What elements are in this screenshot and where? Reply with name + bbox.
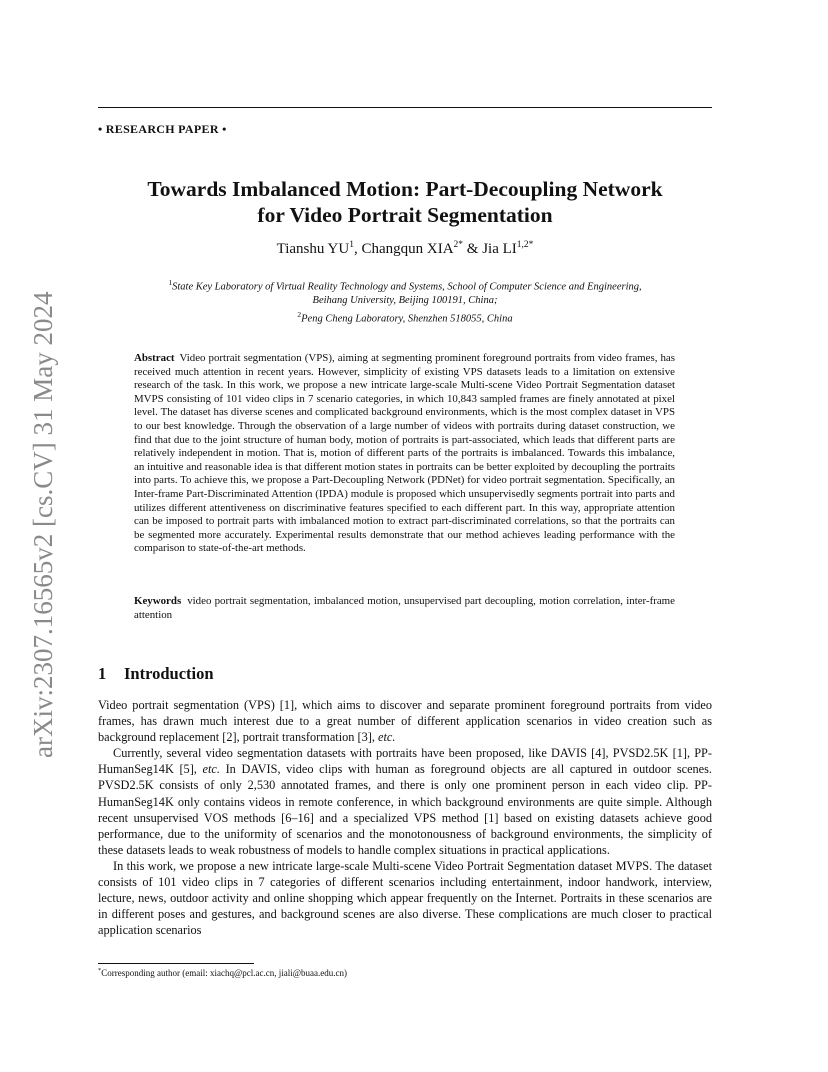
title-line-2: for Video Portrait Segmentation [257, 203, 553, 227]
affiliation-mark: 2 [297, 309, 302, 319]
author-list [98, 240, 712, 258]
author-name: Tianshu YU [276, 241, 350, 257]
footnote-text: Corresponding author (email: xiachq@pcl.ac.cn, jiali@buaa.edu.cn) [101, 968, 347, 978]
author-separator: & [463, 241, 483, 257]
section-title: Introduction [124, 664, 214, 683]
author-affiliation-mark: 1 [349, 240, 354, 250]
author-affiliation-mark: 2* [453, 240, 464, 250]
paragraph: In this work, we propose a new intricate large-scale Multi-scene Video Portrait Segmentation dataset MVPS. The dataset consists of 101 video clips in 7 categories of different scenarios including entertainment, indoor handwork, interview, lecture, news, outdoor activity and online shopping which appear frequently on the Internet. Portraits in these scenarios are in different poses and gestures, and background scenes are also diverse. These complications are much closer to practical application scenarios [98, 858, 712, 938]
paragraph: Currently, several video segmentation datasets with portraits have been proposed, like DAVIS [4], PVSD2.5K [1], PP-HumanSeg14K [5], etc. In DAVIS, video clips with human as foreground objects are all captured in outdoor scenes. PVSD2.5K consists of only 2,530 annotated frames, and there is only one prominent person in each video clip. PP-HumanSeg14K only contains videos in remote conference, in which background environments are quite simple. Although recent unsupervised VOS methods [6–16] and a specialized VPS method [1] based on existing datasets achieve good performance, due to the uniformity of scenarios and the monotonousness of background environments, the simplicity of these datasets leads to weak robustness of models to handle complex situations in practical applications. [98, 746, 712, 857]
section-number: 1 [98, 664, 107, 683]
footnote-rule [98, 963, 254, 964]
affiliation-1-line-1: $^1$State Key Laboratory of Virtual Reality Technology and Systems, School of Computer Science and Engineering, [168, 278, 642, 293]
section-heading [98, 664, 214, 684]
author-name: Jia LI [482, 241, 517, 257]
introduction-body [98, 697, 712, 938]
title-line-1: Towards Imbalanced Motion: Part-Decoupling Network [147, 177, 663, 201]
abstract-label: Abstract [134, 352, 175, 364]
author-separator: , [353, 241, 362, 257]
paper-title [98, 176, 712, 228]
affiliation-mark: 1 [168, 278, 173, 287]
footnote [98, 967, 347, 978]
abstract-text: Video portrait segmentation (VPS), aiming at segmenting prominent foreground portraits from video frames, has received much attention in recent years. However, simplicity of existing VPS datasets leads to a limitation on extensive research of the task. In this work, we propose a new intricate large-scale Multi-scene Video Portrait Segmentation dataset MVPS consisting of 101 video clips in 7 scenario categories, in which 10,843 sampled frames are finely annotated at pixel level. The dataset has diverse scenes and complicated background environments, which is the most complex dataset in VPS to our best knowledge. Through the observation of a large number of videos with portraits during dataset construction, we find that due to the joint structure of human body, motion of portraits is part-associated, which leads that different parts are relatively independent in motion. That is, motion of different parts of the portraits is imbalanced. Towards this imbalance, an intuitive and reasonable idea is that different motion states in portraits can be better exploited by decoupling the portraits into parts. To achieve this, we propose a Part-Decoupling Network (PDNet) for video portrait segmentation. Specifically, an Inter-frame Part-Discriminated Attention (IPDA) module is proposed which unsupervisedly segments portrait into parts and utilizes different attentiveness on discriminative features specified to each different part. In this way, appropriate attention can be imposed to portrait parts with imbalanced motion to extract part-discriminated correlations, so that the portraits can be segmented more accurately. Experimental results demonstrate that our method achieves leading performance with the comparison to state-of-the-art methods. [134, 352, 675, 555]
arxiv-identifier-stamp: arXiv:2307.16565v2 [cs.CV] 31 May 2024 [28, 291, 58, 758]
affiliation-1-line-2: Beihang University, Beijing 100191, China; [312, 295, 498, 306]
keywords [134, 595, 675, 622]
footnote-mark: * [98, 967, 102, 974]
keywords-text: video portrait segmentation, imbalanced motion, unsupervised part decoupling, motion correlation, inter-frame attention [134, 595, 675, 621]
paper-type-label: • RESEARCH PAPER • [98, 122, 227, 136]
author-name: Changqun XIA [361, 241, 454, 257]
author-affiliation-mark: 1,2* [516, 240, 534, 250]
abstract [134, 352, 675, 556]
affiliations [98, 276, 712, 326]
paragraph: Video portrait segmentation (VPS) [1], which aims to discover and separate prominent foreground portraits from video frames, has drawn much interest due to a great number of different application scenarios in video creation such as background replacement [2], portrait transformation [3], etc. [98, 698, 712, 745]
affiliation-2: $^2$Peng Cheng Laboratory, Shenzhen 518055, China [297, 309, 513, 324]
keywords-label: Keywords [134, 595, 182, 607]
header-rule [98, 107, 712, 108]
